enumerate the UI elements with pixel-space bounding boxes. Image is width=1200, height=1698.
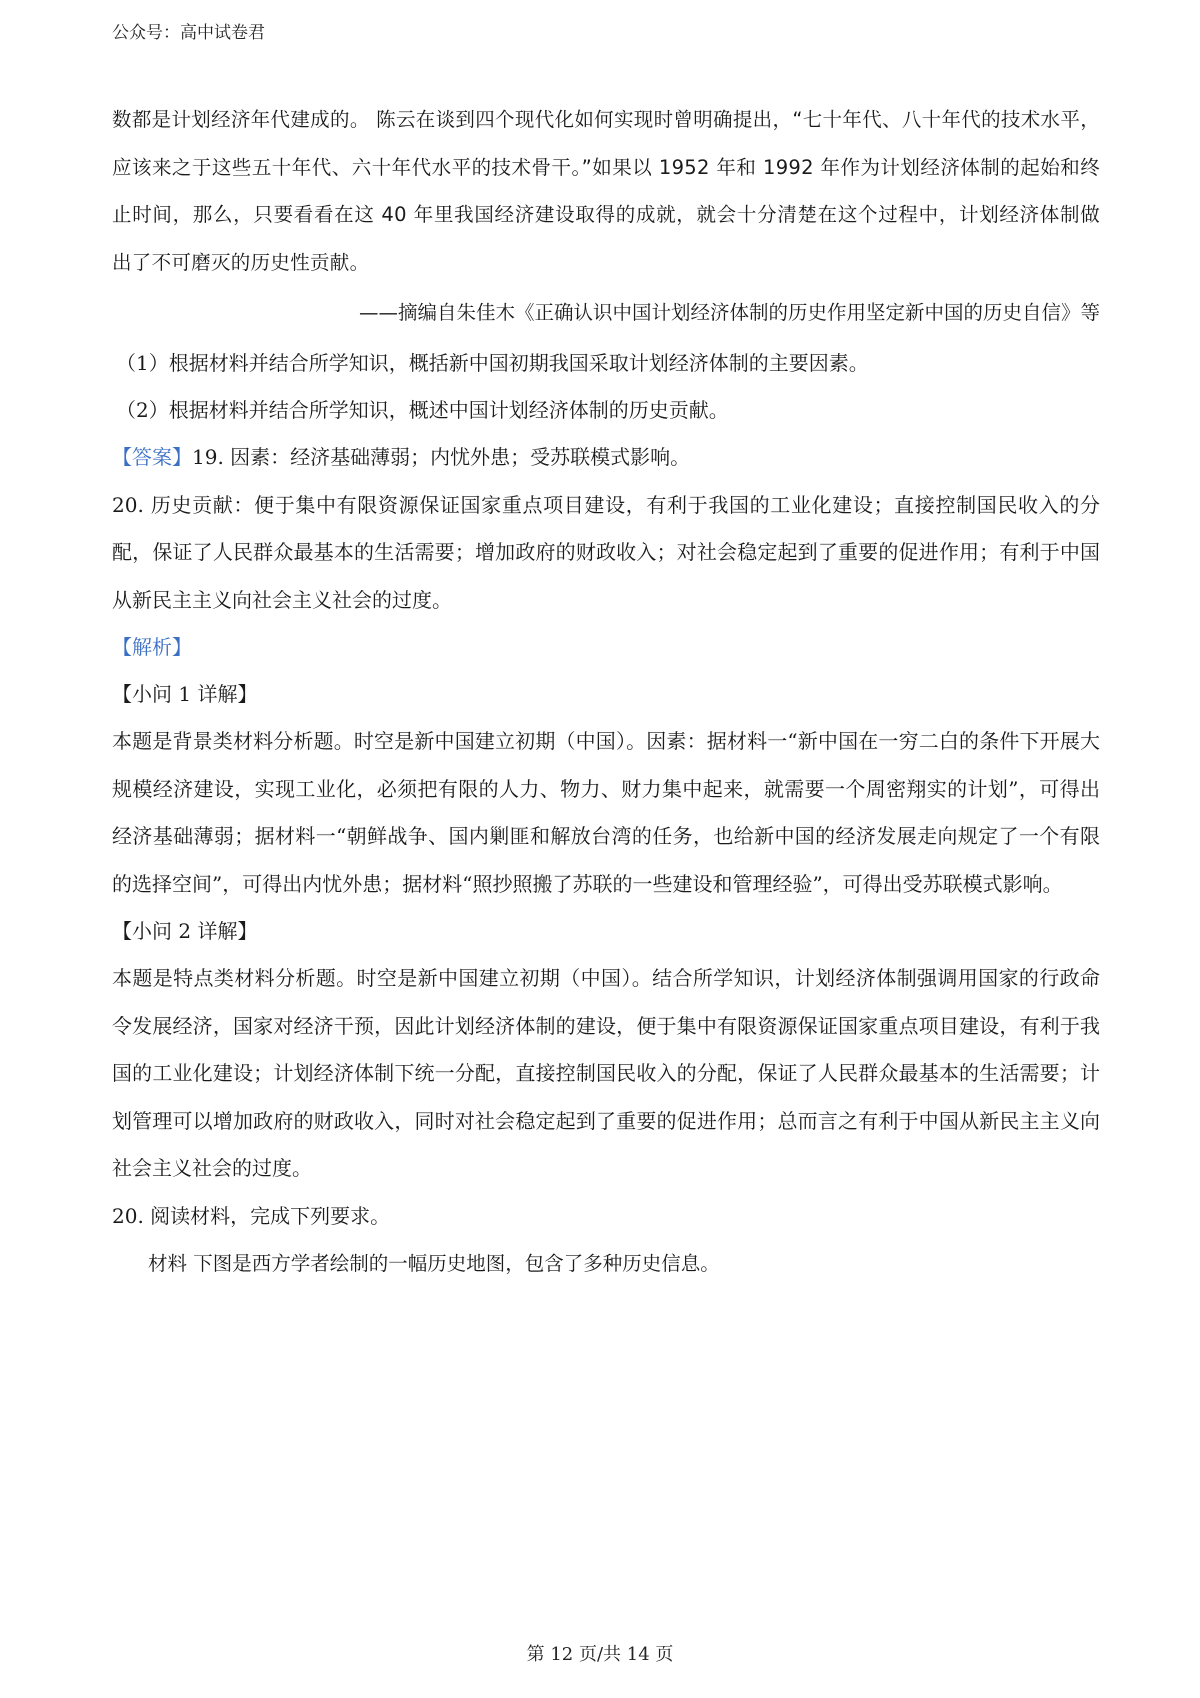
sub1-text: 本题是背景类材料分析题。时空是新中国建立初期（中国）。因素：据材料一“新中国在一穷二白的条件下开展大规模经济建设，实现工业化，必须把有限的人力、物力、财力集中起来，就需要一个周密翔实的计划”，可得出经济基础薄弱；据材料一“朝鲜战争、国内剿匪和解放台湾的任务，也给新中国的经济发展走向规定了一个有限的选择空间”，可得出内忧外患；据材料“照抄照搬了苏联的一些建设和管理经验”，可得出受苏联模式影响。 xyxy=(112,729,1100,896)
sub2-text: 本题是特点类材料分析题。时空是新中国建立初期（中国）。结合所学知识，计划经济体制强调用国家的行政命令发展经济，国家对经济干预，因此计划经济体制的建设，便于集中有限资源保证国家重点项目建设，有利于我国的工业化建设；计划经济体制下统一分配，直接控制国民收入的分配，保证了人民群众最基本的生活需要；计划管理可以增加政府的财政收入，同时对社会稳定起到了重要的促进作用；总而言之有利于中国从新民主主义向社会主义社会的过度。 xyxy=(112,966,1100,1180)
sub1-title: 【小问 1 详解】 xyxy=(112,682,258,706)
material-paragraph: 数都是计划经济年代建成的。 陈云在谈到四个现代化如何实现时曾明确提出，“七十年代、八十年代的技术水平，应该来之于这些五十年代、六十年代水平的技术骨干。”如果以 1952 年和 1992 年作为计划经济体制的起始和终止时间，那么，只要看看在这 40 年里我国经济建设取得的成就，就会十分清楚在这个过程中，计划经济体制做出了不可磨灭的历史性贡献。 xyxy=(112,108,1100,274)
answer-19: 19. 因素：经济基础薄弱；内忧外患；受苏联模式影响。 xyxy=(192,445,691,469)
next-question-intro: 材料 下图是西方学者绘制的一幅历史地图，包含了多种历史信息。 xyxy=(148,1251,720,1275)
question-1: （1）根据材料并结合所学知识，概括新中国初期我国采取计划经济体制的主要因素。 xyxy=(116,351,869,375)
answer-tag: 【答案】 xyxy=(112,445,192,469)
document-body xyxy=(112,96,1100,1287)
question-2: （2）根据材料并结合所学知识，概述中国计划经济体制的历史贡献。 xyxy=(116,398,729,422)
sub2-title: 【小问 2 详解】 xyxy=(112,919,258,943)
next-question-title: 20. 阅读材料，完成下列要求。 xyxy=(112,1203,391,1228)
page-footer: 第 12 页/共 14 页 xyxy=(526,1644,674,1665)
answer-line xyxy=(112,434,1100,482)
answer-20: 20. 历史贡献：便于集中有限资源保证国家重点项目建设，有利于我国的工业化建设；直接控制国民收入的分配，保证了人民群众最基本的生活需要；增加政府的财政收入；对社会稳定起到了重要的促进作用；有利于中国从新民主主义向社会主义社会的过度。 xyxy=(112,492,1100,612)
page-header: 公众号：高中试卷君 xyxy=(112,23,265,43)
material-source: ——摘编自朱佳木《正确认识中国计划经济体制的历史作用坚定新中国的历史自信》等 xyxy=(358,301,1100,324)
analysis-tag: 【解析】 xyxy=(112,635,192,659)
